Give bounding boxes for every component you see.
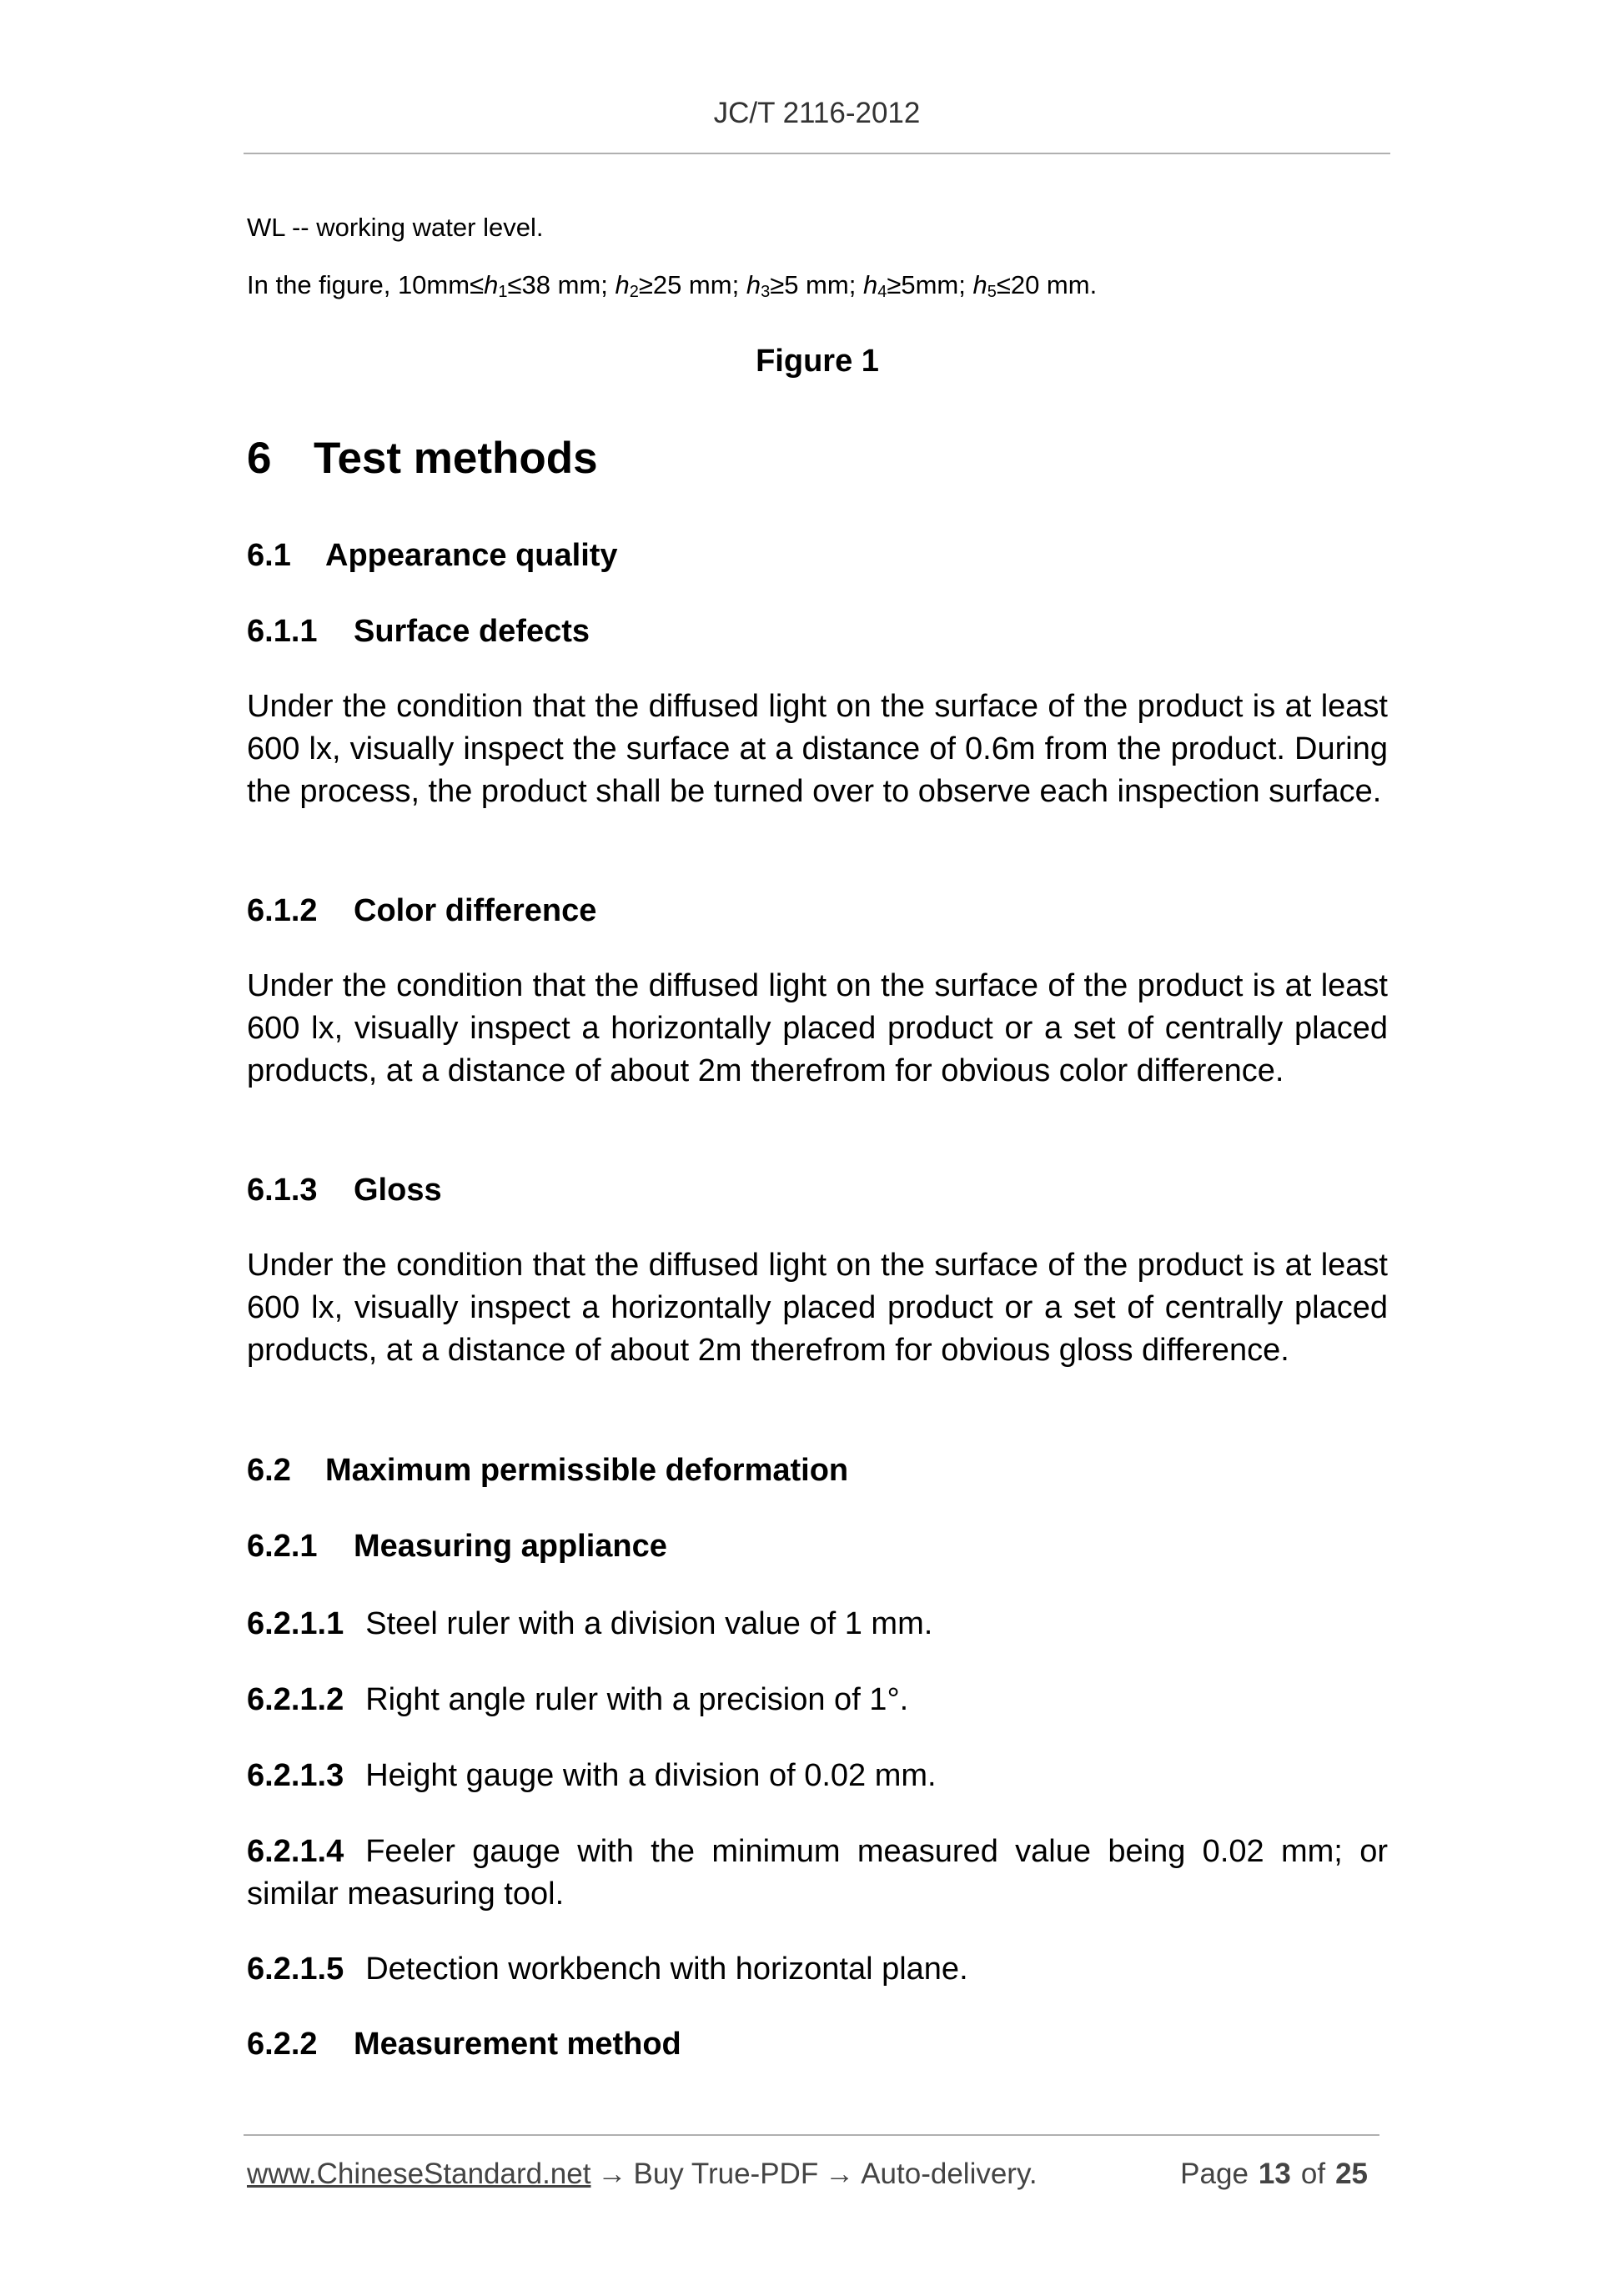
- figure-caption: Figure 1: [756, 344, 879, 379]
- h2-constraint: ≥25 mm;: [638, 270, 746, 299]
- wl-note: WL -- working water level.: [247, 213, 544, 242]
- section-number: 6.1.3: [247, 1173, 318, 1208]
- section-title: Color difference: [354, 893, 597, 928]
- gloss-paragraph: Under the condition that the diffused light on the surface of the product is at least 600 lx, visually inspect a horizontally placed product or a set of centrally placed products, at a distance of about 2m therefrom for obvious gloss difference.: [247, 1248, 1388, 1368]
- section-title: Measuring appliance: [354, 1529, 667, 1564]
- list-item: [247, 1679, 1388, 1721]
- section-title: Test methods: [314, 434, 598, 483]
- section-6-1-3-heading: [247, 1171, 442, 1209]
- section-6-1-heading: [247, 536, 618, 575]
- section-title: Maximum permissible deformation: [325, 1453, 849, 1488]
- h1-symbol: h: [484, 270, 499, 299]
- list-item: [247, 1603, 1388, 1645]
- h4-subscript: 4: [877, 283, 887, 301]
- section-title: Gloss: [354, 1173, 442, 1208]
- surface-defects-paragraph: Under the condition that the diffused light on the surface of the product is at least 600 lx, visually inspect the surface at a distance of 0.6m from the product. During the process, the product shall be turned over to observe each inspection surface.: [247, 689, 1388, 809]
- current-page-number: 13: [1258, 2158, 1291, 2190]
- figure-dimension-note: [247, 269, 1097, 308]
- h2-symbol: h: [615, 270, 630, 299]
- item-text: Feeler gauge with the minimum measured value being 0.02 mm; or similar measuring tool.: [247, 1834, 1388, 1912]
- h4-constraint: ≥5mm;: [887, 270, 973, 299]
- h2-subscript: 2: [629, 283, 639, 301]
- h3-constraint: ≥5 mm;: [770, 270, 863, 299]
- item-text: Steel ruler with a division value of 1 mm.: [365, 1606, 933, 1641]
- of-label: of: [1300, 2158, 1326, 2190]
- h1-subscript: 1: [498, 283, 508, 301]
- h5-symbol: h: [972, 270, 987, 299]
- item-number: 6.2.1.2: [247, 1682, 344, 1717]
- h5-constraint: ≤20 mm.: [996, 270, 1098, 299]
- document-code-header: JC/T 2116-2012: [713, 97, 921, 129]
- arrow-right-icon: →: [597, 2158, 627, 2190]
- total-pages-number: 25: [1335, 2158, 1368, 2190]
- list-item: [247, 1831, 1388, 1916]
- section-title: Surface defects: [354, 614, 590, 649]
- section-number: 6.2.1: [247, 1529, 318, 1564]
- item-text: Detection workbench with horizontal plane.: [365, 1952, 968, 1987]
- list-item: [247, 1755, 1388, 1797]
- color-difference-paragraph: Under the condition that the diffused light on the surface of the product is at least 600 lx, visually inspect a horizontally placed product or a set of centrally placed products, at a distance of about 2m therefrom for obvious color difference.: [247, 968, 1388, 1088]
- figure-note-prefix: In the figure, 10mm≤: [247, 270, 485, 299]
- section-number: 6.1: [247, 538, 291, 573]
- h4-symbol: h: [862, 270, 878, 299]
- item-number: 6.2.1.3: [247, 1758, 344, 1793]
- section-6-2-2-heading: [247, 2025, 681, 2063]
- buy-true-pdf-text: Buy True-PDF: [633, 2158, 819, 2190]
- item-text: Height gauge with a division of 0.02 mm.: [365, 1758, 937, 1793]
- header-divider: [244, 153, 1390, 154]
- page-indicator: [1180, 2158, 1378, 2191]
- section-number: 6.1.2: [247, 893, 318, 928]
- section-number: 6: [247, 434, 272, 483]
- list-item: [247, 1948, 1388, 1991]
- h5-subscript: 5: [987, 283, 997, 301]
- footer-divider: [244, 2134, 1379, 2136]
- section-6-1-1-heading: [247, 612, 590, 651]
- arrow-right-icon: →: [825, 2158, 855, 2190]
- item-number: 6.2.1.1: [247, 1606, 344, 1641]
- h3-subscript: 3: [761, 283, 771, 301]
- section-number: 6.2: [247, 1453, 291, 1488]
- section-number: 6.1.1: [247, 614, 318, 649]
- item-text: Right angle ruler with a precision of 1°.: [365, 1682, 909, 1717]
- auto-delivery-text: Auto-delivery.: [861, 2158, 1038, 2190]
- section-6-2-heading: [247, 1451, 848, 1490]
- footer-promo: [247, 2158, 1038, 2191]
- h3-symbol: h: [746, 270, 761, 299]
- h1-constraint: ≤38 mm;: [507, 270, 616, 299]
- section-6-heading: [247, 434, 598, 484]
- section-title: Appearance quality: [325, 538, 618, 573]
- section-6-1-2-heading: [247, 892, 596, 930]
- chinesestandard-link[interactable]: www.ChineseStandard.net: [247, 2158, 591, 2190]
- page-label: Page: [1180, 2158, 1249, 2190]
- item-number: 6.2.1.5: [247, 1952, 344, 1987]
- section-6-2-1-heading: [247, 1527, 667, 1565]
- item-number: 6.2.1.4: [247, 1834, 344, 1869]
- section-title: Measurement method: [354, 2027, 681, 2062]
- section-number: 6.2.2: [247, 2027, 318, 2062]
